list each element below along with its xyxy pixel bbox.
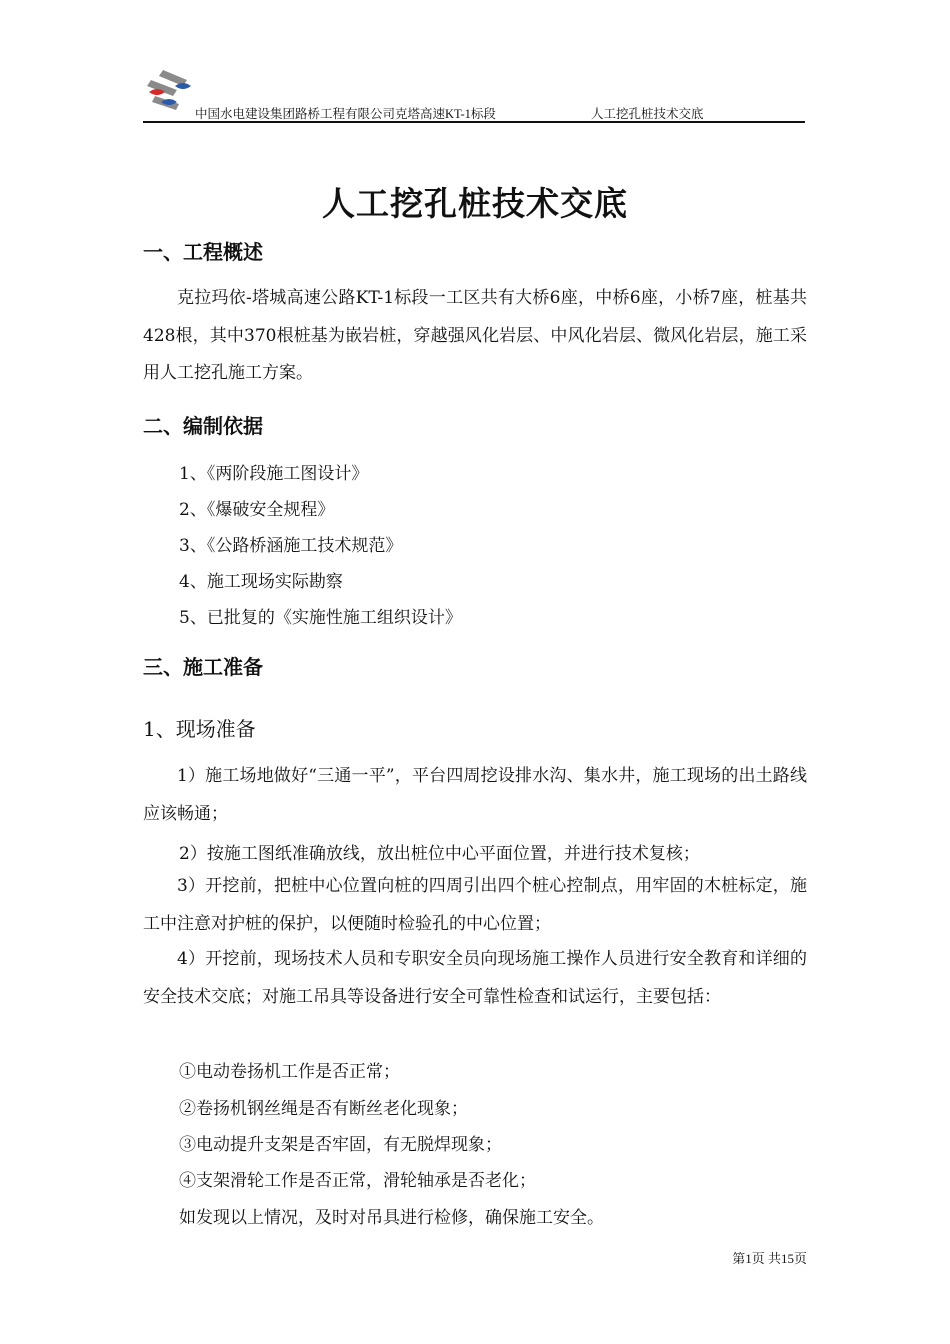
header-rule	[143, 121, 805, 123]
prep-paragraph-1: 1）施工场地做好“三通一平”，平台四周挖设排水沟、集水井，施工现场的出土路线应该畅通；	[143, 766, 807, 824]
section-heading-overview: 一、工程概述	[143, 240, 263, 264]
header-doc-title: 人工挖孔桩技术交底	[591, 107, 704, 121]
closing-line: 如发现以上情况，及时对吊具进行检修，确保施工安全。	[179, 1208, 604, 1228]
basis-item: 5、已批复的《实施性施工组织设计》	[179, 608, 462, 628]
page-header	[143, 66, 805, 124]
basis-item: 2、《爆破安全规程》	[179, 500, 335, 520]
basis-item: 1、《两阶段施工图设计》	[179, 464, 369, 484]
section-heading-preparation: 三、施工准备	[143, 655, 263, 679]
overview-paragraph: 克拉玛依-塔城高速公路KT-1标段一工区共有大桥6座，中桥6座，小桥7座，桩基共428根，其中370根桩基为嵌岩桩，穿越强风化岩层、中风化岩层、微风化岩层，施工采用人工挖孔施工方案。	[143, 288, 807, 383]
page-number: 第1页 共15页	[732, 1251, 807, 1266]
subsection-heading-site: 1、现场准备	[143, 717, 256, 741]
prep-paragraph-3: 3）开挖前，把桩中心位置向桩的四周引出四个桩心控制点，用牢固的木桩标定，施工中注意对护桩的保护，以便随时检验孔的中心位置；	[143, 876, 807, 934]
header-company: 中国水电建设集团路桥工程有限公司克塔高速KT-1标段	[195, 107, 496, 121]
check-item: ①电动卷扬机工作是否正常；	[179, 1062, 400, 1082]
check-item: ④支架滑轮工作是否正常，滑轮轴承是否老化；	[179, 1171, 536, 1191]
document-title: 人工挖孔桩技术交底	[322, 184, 628, 223]
basis-item: 3、《公路桥涵施工技术规范》	[179, 536, 403, 556]
basis-item: 4、施工现场实际勘察	[179, 572, 343, 592]
prep-paragraph-2: 2）按施工图纸准确放线，放出桩位中心平面位置，并进行技术复核；	[179, 844, 700, 864]
check-item: ③电动提升支架是否牢固，有无脱焊现象；	[179, 1135, 502, 1155]
company-logo-icon	[143, 66, 195, 118]
section-heading-basis: 二、编制依据	[143, 414, 263, 438]
check-item: ②卷扬机钢丝绳是否有断丝老化现象；	[179, 1099, 468, 1119]
prep-paragraph-4: 4）开挖前，现场技术人员和专职安全员向现场施工操作人员进行安全教育和详细的安全技术交底；对施工吊具等设备进行安全可靠性检查和试运行，主要包括：	[143, 949, 807, 1007]
